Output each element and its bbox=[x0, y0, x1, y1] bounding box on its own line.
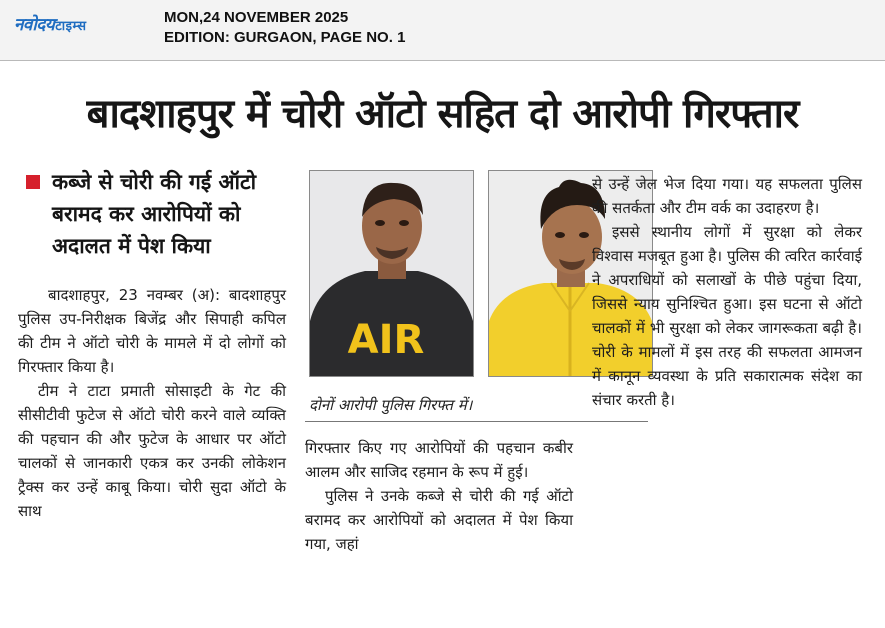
logo-sub: टाइम्स bbox=[55, 19, 87, 34]
accused-portrait-1-image bbox=[310, 171, 473, 376]
article-headline: बादशाहपुर में चोरी ऑटो सहित दो आरोपी गिरफ्तार bbox=[86, 91, 799, 137]
red-square-bullet-icon bbox=[26, 175, 40, 189]
column-3-paragraph-2: इससे स्थानीय लोगों में सुरक्षा को लेकर विश्वास मजबूत हुआ है। पुलिस की त्वरित कार्रवाई ने अपराधियों को सलाखों के पीछे पहुंचा दिया, जिससे न्याय सुनिश्चित हुआ। इस घटना से ऑटो चालकों में भी सुरक्षा को लेकर जागरूकता बढ़ी है। चोरी के मामलों में इस तरह की सफलता आमजन में कानून व्यवस्था के प्रति सकारात्मक संदेश का संचार करती है। bbox=[592, 223, 862, 409]
logo-main: नवोदय bbox=[14, 15, 55, 35]
photo-caption: दोनों आरोपी पुलिस गिरफ्त में। bbox=[309, 396, 473, 414]
edition-header bbox=[0, 0, 885, 61]
edition-page: EDITION: GURGAON, PAGE NO. 1 bbox=[164, 29, 406, 46]
column-2-paragraph-2: पुलिस ने उनके कब्जे से चोरी की गई ऑटो बरामद कर आरोपियों को अदालत में पेश किया गया, जहां bbox=[305, 487, 573, 553]
navodaya-times-logo bbox=[14, 12, 87, 34]
shirt-print-text: AIR bbox=[347, 317, 425, 363]
article-column-3 bbox=[592, 172, 862, 412]
column-3-paragraph-1: से उन्हें जेल भेज दिया गया। यह सफलता पुलिस की सतर्कता और टीम वर्क का उदाहरण है। bbox=[592, 175, 862, 217]
article-column-1 bbox=[18, 283, 286, 523]
article-column-2 bbox=[305, 436, 573, 556]
accused-photo-1 bbox=[309, 170, 474, 377]
article-subhead: कब्जे से चोरी की गई ऑटो बरामद कर आरोपियों को अदालत में पेश किया bbox=[52, 170, 257, 258]
caption-divider bbox=[305, 421, 648, 422]
column-1-paragraph-1: बादशाहपुर, 23 नवम्बर (अ): बादशाहपुर पुलिस उप-निरीक्षक बिजेंद्र और सिपाही कपिल की टीम ने ऑटो चोरी के मामले में दो लोगों को गिरफ्तार किया है। bbox=[18, 286, 286, 376]
column-2-paragraph-1: गिरफ्तार किए गए आरोपियों की पहचान कबीर आलम और साजिद रहमान के रूप में हुई। bbox=[305, 439, 573, 481]
edition-date: MON,24 NOVEMBER 2025 bbox=[164, 9, 349, 26]
column-1-paragraph-2: टीम ने टाटा प्रमाती सोसाइटी के गेट की सीसीटीवी फुटेज से ऑटो चोरी करने वाले व्यक्ति की पहचान की और फुटेज के आधार पर ऑटो चालकों से जानकारी एकत्र कर उनकी लोकेशन ट्रैक्स कर उन्हें काबू किया। चोरी सुदा ऑटो के साथ bbox=[18, 382, 286, 520]
